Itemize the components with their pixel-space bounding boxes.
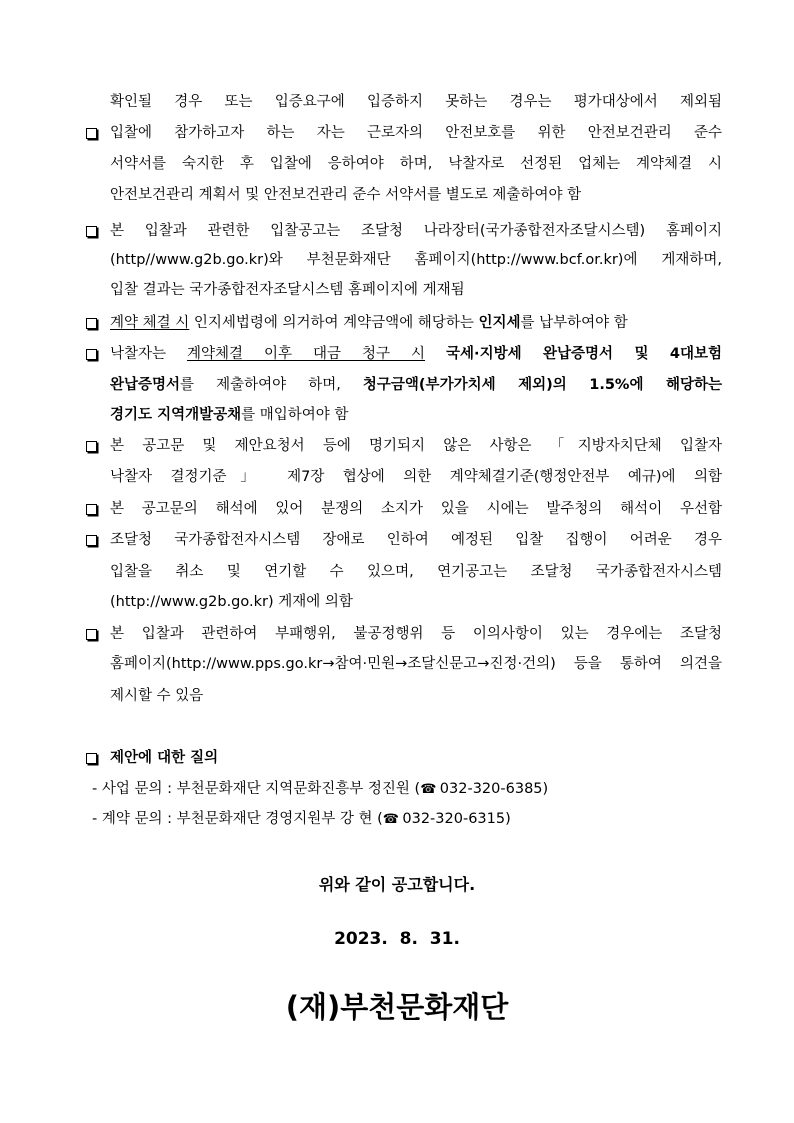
- telephone-icon: ☎: [382, 812, 399, 827]
- notice-text-line: [110, 311, 722, 335]
- business-inquiry: [92, 777, 548, 801]
- notice-text-line: 조달청 국가종합전자시스템 장애로 인하여 예정된 입찰 집행이 어려운 경우: [110, 532, 722, 548]
- notice-text-line: 본 입찰과 관련하여 부패행위, 불공정행위 등 이의사항이 있는 경우에는 조달청: [110, 626, 722, 642]
- checkbox-icon: [86, 629, 97, 640]
- checkbox-icon: [86, 441, 97, 452]
- text-segment: [425, 346, 446, 362]
- bold-text: 인지세: [478, 315, 521, 331]
- checkbox-icon: [86, 349, 97, 360]
- business-phone: 032-320-6385): [435, 781, 549, 797]
- notice-text-line: 입찰에 참가하고자 하는 자는 근로자의 안전보호를 위한 안전보건관리 준수: [110, 125, 722, 141]
- contract-phone: 032-320-6315): [397, 811, 511, 827]
- checkbox-icon: [86, 753, 97, 764]
- text-segment: 인지세법령에 의거하여 계약금액에 해당하는: [189, 315, 479, 331]
- bold-text: 경기도 지역개발공채: [110, 407, 242, 423]
- notice-text-line: 서약서를 숙지한 후 입찰에 응하여야 하며, 낙찰자로 선정된 업체는 계약체결 시: [110, 156, 722, 172]
- checkbox-icon: [86, 318, 97, 329]
- notice-text-line: [110, 373, 722, 397]
- text-segment: 를 제출하여야 하며,: [180, 377, 363, 393]
- telephone-icon: ☎: [420, 782, 437, 797]
- inquiry-title-text: 제안에 대한 질의: [110, 750, 219, 766]
- notice-text-line: 제시할 수 있음: [110, 688, 204, 704]
- bold-text: 국세·지방세 완납증명서 및 4대보험: [446, 346, 722, 362]
- bold-text: 청구금액(부가가치세 제외)의 1.5%에 해당하는: [362, 377, 722, 393]
- notice-text-line: 안전보건관리 계획서 및 안전보건관리 준수 서약서를 별도로 제출하여야 함: [110, 187, 582, 203]
- underlined-text: 계약 체결 시: [110, 315, 190, 331]
- organization-name: (재)부천문화재단: [285, 990, 509, 1024]
- inquiry-title: [110, 746, 722, 770]
- contract-inquiry: [92, 807, 511, 831]
- checkbox-icon: [86, 128, 97, 139]
- notice-text-line: 본 공고문 및 제안요청서 등에 명기되지 않은 사항은 「지방자치단체 입찰자: [110, 438, 722, 454]
- announcement-statement: 위와 같이 공고합니다.: [318, 875, 476, 894]
- notice-text-line: 입찰 결과는 국가종합전자조달시스템 홈페이지에 게재됨: [110, 282, 465, 298]
- notice-text-line: (http://www.g2b.go.kr) 게재에 의함: [110, 594, 353, 610]
- notice-text-line: 입찰을 취소 및 연기할 수 있으며, 연기공고는 조달청 국가종합전자시스템: [110, 564, 722, 580]
- text-segment: 낙찰자는: [110, 346, 188, 362]
- notice-text-line: 확인될 경우 또는 입증요구에 입증하지 못하는 경우는 평가대상에서 제외됨: [110, 94, 722, 110]
- notice-text-line: [110, 403, 722, 427]
- notice-text-line: [110, 342, 722, 366]
- checkbox-icon: [86, 535, 97, 546]
- contract-inquiry-label: - 계약 문의 : 부천문화재단 경영지원부 강 현 (: [92, 811, 383, 827]
- notice-text-line: 본 입찰과 관련한 입찰공고는 조달청 나라장터(국가종합전자조달시스템) 홈페이지: [110, 223, 722, 239]
- underlined-text: 계약체결 이후 대금 청구 시: [187, 346, 426, 362]
- notice-text-line: 낙찰자 결정기준」 제7장 협상에 의한 계약체결기준(행정안전부 예규)에 의함: [110, 469, 722, 485]
- text-segment: 를 매입하여야 함: [241, 407, 349, 423]
- checkbox-icon: [86, 226, 97, 237]
- notice-text-line: 본 공고문의 해석에 있어 분쟁의 소지가 있을 시에는 발주청의 해석이 우선함: [110, 501, 722, 517]
- notice-text-line: (http//www.g2b.go.kr)와 부천문화재단 홈페이지(http://www.bcf.or.kr)에 게재하며,: [110, 252, 722, 268]
- business-inquiry-label: - 사업 문의 : 부천문화재단 지역문화진흥부 정진원 (: [92, 781, 421, 797]
- checkbox-icon: [86, 504, 97, 515]
- bold-text: 완납증명서: [110, 377, 181, 393]
- text-segment: 를 납부하여야 함: [520, 315, 628, 331]
- announcement-date: 2023. 8. 31.: [334, 929, 460, 949]
- notice-text-line: 홈페이지(http://www.pps.go.kr→참여·민원→조달신문고→진정·건의) 등을 통하여 의견을: [110, 656, 722, 672]
